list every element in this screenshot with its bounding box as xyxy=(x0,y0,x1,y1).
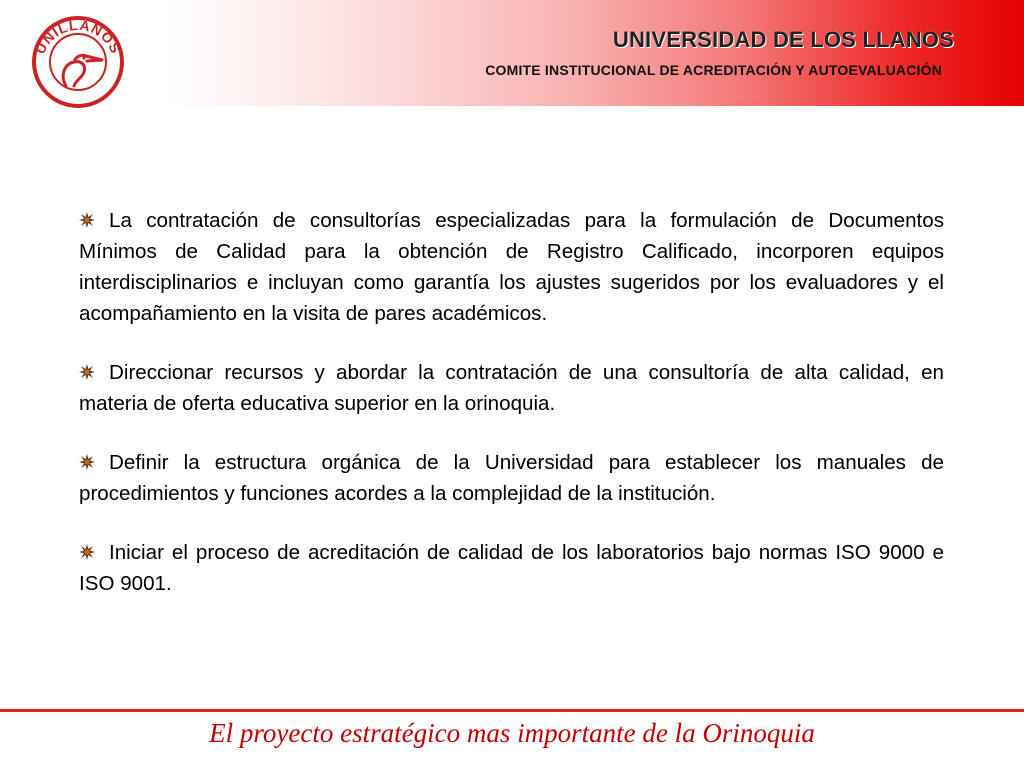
list-item xyxy=(79,205,944,329)
slide-header xyxy=(0,0,1024,106)
starburst-bullet-icon xyxy=(79,212,95,228)
bullet-list xyxy=(79,205,944,627)
unillanos-logo xyxy=(30,14,126,110)
bullet-text: Iniciar el proceso de acreditación de calidad de los laboratorios bajo normas ISO 9000 e ISO 9001. xyxy=(79,541,944,595)
footer-divider xyxy=(0,709,1024,712)
starburst-bullet-icon xyxy=(79,544,95,560)
list-item xyxy=(79,357,944,419)
starburst-bullet-icon xyxy=(79,454,95,470)
svg-text:UNILLANOS: UNILLANOS xyxy=(31,16,125,57)
footer-slogan: El proyecto estratégico mas importante de la Orinoquia xyxy=(209,718,815,748)
bullet-text: Definir la estructura orgánica de la Universidad para establecer los manuales de procedimientos y funciones acordes a la complejidad de la institución. xyxy=(79,451,944,505)
list-item xyxy=(79,537,944,599)
starburst-bullet-icon xyxy=(79,364,95,380)
bullet-text: La contratación de consultorías especializadas para la formulación de Documentos Mínimos de Calidad para la obtención de Registro Calificado, incorporen equipos interdisciplinarios e incluyan como garantía los ajustes sugeridos por los evaluadores y el acompañamiento en la visita de pares académicos. xyxy=(79,209,944,325)
committee-name: COMITE INSTITUCIONAL DE ACREDITACIÓN Y AUTOEVALUACIÓN xyxy=(485,62,942,78)
bullet-text: Direccionar recursos y abordar la contratación de una consultoría de alta calidad, en materia de oferta educativa superior en la orinoquia. xyxy=(79,361,944,415)
institution-name: UNIVERSIDAD DE LOS LLANOS xyxy=(612,27,954,52)
list-item xyxy=(79,447,944,509)
